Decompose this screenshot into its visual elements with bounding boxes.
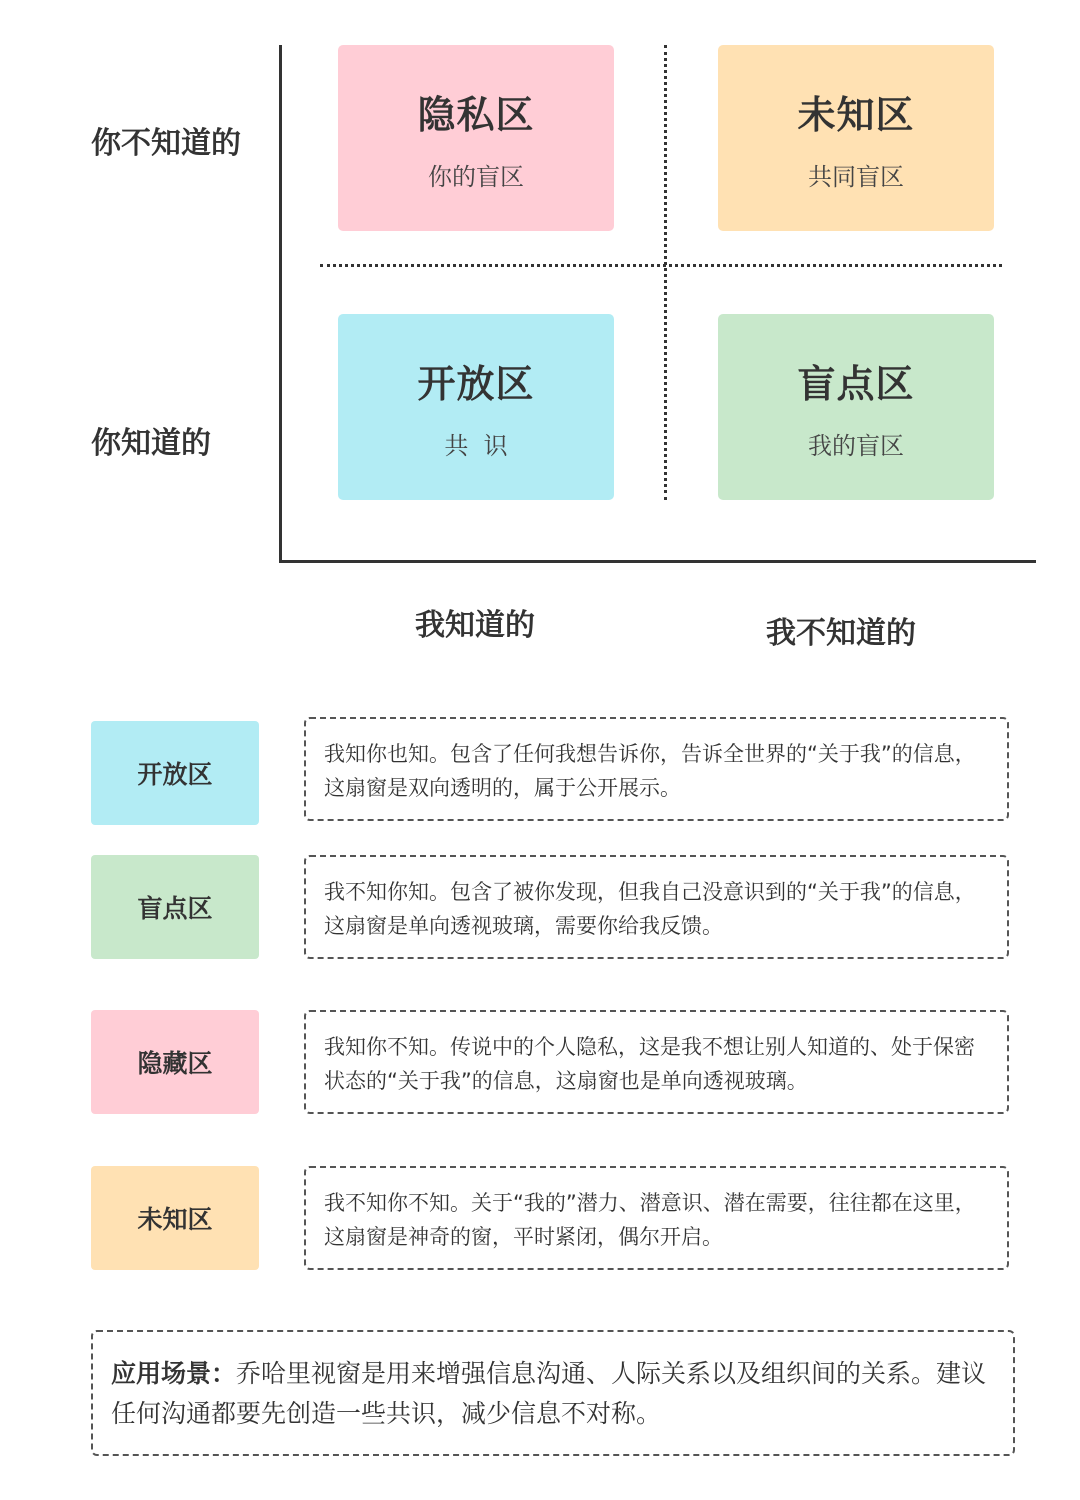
legend-desc-hidden: 我知你不知。传说中的个人隐私，这是我不想让别人知道的、处于保密状态的“关于我”的信息，这扇窗也是单向透视玻璃。 [304,1010,1009,1114]
quadrant-blind [718,314,994,500]
x-axis-left-label: 我知道的 [415,608,535,643]
legend-desc-blind: 我不知你知。包含了被你发现，但我自己没意识到的“关于我”的信息，这扇窗是单向透视玻璃，需要你给我反馈。 [304,855,1009,959]
quadrant-open-subtitle: 共 识 [444,432,508,460]
x-axis-right-label: 我不知道的 [766,616,916,651]
quadrant-unknown-subtitle: 共同盲区 [808,163,904,191]
legend-tag-blind: 盲点区 [91,855,259,959]
quadrant-open-title: 开放区 [417,362,535,406]
quadrant-blind-title: 盲点区 [797,362,915,406]
legend-tag-open: 开放区 [91,721,259,825]
application-note-label: 应用场景： [111,1359,237,1388]
quadrant-unknown-title: 未知区 [797,93,915,137]
y-axis-bottom-label: 你知道的 [91,426,211,461]
legend-desc-open: 我知你也知。包含了任何我想告诉你，告诉全世界的“关于我”的信息，这扇窗是双向透明的，属于公开展示。 [304,717,1009,821]
horizontal-divider [320,264,1002,267]
application-note [91,1330,1015,1456]
quadrant-private [338,45,614,231]
quadrant-open [338,314,614,500]
vertical-divider [664,45,667,500]
quadrant-private-subtitle: 你的盲区 [428,163,524,191]
horizontal-axis [279,560,1036,563]
quadrant-blind-subtitle: 我的盲区 [808,432,904,460]
legend-tag-unknown: 未知区 [91,1166,259,1270]
legend-tag-hidden: 隐藏区 [91,1010,259,1114]
legend-desc-unknown: 我不知你不知。关于“我的”潜力、潜意识、潜在需要，往往都在这里，这扇窗是神奇的窗，平时紧闭，偶尔开启。 [304,1166,1009,1270]
quadrant-private-title: 隐私区 [417,93,535,137]
y-axis-top-label: 你不知道的 [91,126,241,161]
quadrant-unknown [718,45,994,231]
vertical-axis [279,45,282,563]
application-note-text: 乔哈里视窗是用来增强信息沟通、人际关系以及组织间的关系。建议任何沟通都要先创造一些共识，减少信息不对称。 [111,1359,987,1428]
